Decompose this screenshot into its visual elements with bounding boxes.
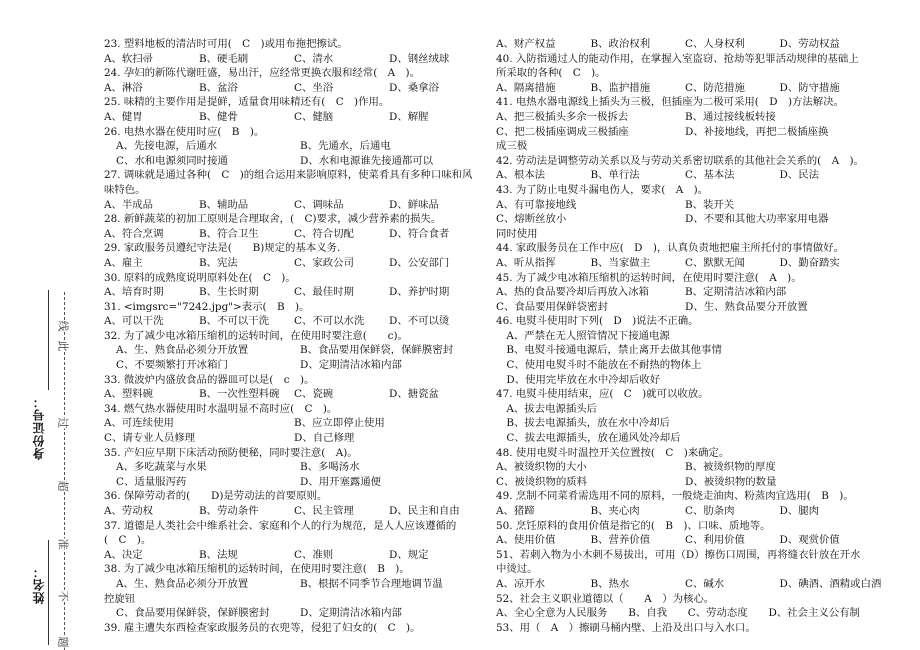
answer-option: A、可连续使用 [104, 417, 174, 430]
question-line: 33. 微波炉内盛放食品的器皿可以是( c )。 [104, 373, 315, 386]
answer-option: B、营养价值 [590, 534, 651, 547]
answer-option: D、符合食者 [389, 227, 450, 240]
answer-option: C、防范措施 [685, 81, 745, 94]
answer-options-row [496, 504, 874, 519]
binding-margin [0, 0, 100, 650]
answer-options-row [496, 300, 874, 315]
question-line: 34. 燃气热水器使用时水温明显不高时应( C )。 [104, 402, 338, 415]
answer-option: D、碘酒、酒精或白酒 [779, 577, 882, 590]
answer-option: C、请专业人员修理 [104, 432, 196, 445]
answer-options-row [104, 475, 484, 490]
answer-options-row [496, 168, 874, 183]
answer-option: A、听从指挥 [496, 256, 556, 269]
answer-option: B、热水 [590, 577, 630, 590]
answer-option: D、民法 [779, 169, 820, 182]
answer-options-row [496, 577, 882, 592]
answer-option: C、基本法 [685, 169, 735, 182]
answer-options-row [104, 139, 484, 154]
question-line: 49. 烹制不同菜肴需选用不同的原料，一般烧走油肉、粉蒸肉宜选用( B )。 [496, 490, 854, 503]
answer-option: B、监护措施 [590, 81, 651, 94]
question-line: 46. 电熨斗使用时下列( D )说法不正确。 [496, 315, 699, 328]
answer-option: A、生、熟食品必须分开放置 [116, 577, 249, 590]
question-line: 28. 新鲜蔬菜的初加工原则是合理取舍，( C)要求，减少营养素的损失。 [104, 213, 442, 226]
answer-option: A、决定 [104, 548, 143, 561]
answer-option: D、不可以烫 [389, 315, 450, 328]
answer-option: A、淋浴 [104, 81, 143, 94]
answer-option: C、水和电源须同时接通 [116, 154, 228, 167]
answer-option: A、先接电源，后通水 [116, 140, 218, 153]
question-line: 40. 入防指通过人的能动作用，在掌握入室盗窃、抢劫等犯罪活动规律的基础上 [496, 52, 859, 65]
answer-option: A、猪蹄 [496, 505, 535, 517]
answer-option: D、钢丝绒球 [389, 52, 450, 65]
question-line: C、拔去电源插头，放在通风处冷却后 [496, 432, 681, 445]
answer-options-row [104, 256, 484, 271]
answer-option: A、符合烹调 [104, 227, 164, 240]
answer-options-row [496, 212, 874, 227]
answer-option: C、肋条肉 [685, 505, 735, 517]
question-line: 52、社会主义职业道德以（ A ）为核心。 [496, 592, 715, 605]
answer-options-row [104, 110, 484, 125]
answer-option: B、装开关 [685, 198, 735, 211]
answer-option: C、健脑 [294, 110, 334, 123]
question-line: 30. 原料的成熟度说明原料处在( C )。 [104, 271, 296, 284]
answer-option: C、被烫织物的质料 [496, 475, 588, 488]
cut-line-char: 不 [56, 590, 70, 602]
answer-option: D、勤奋踏实 [779, 256, 840, 269]
question-line: 成三极 [496, 140, 528, 153]
answer-option: C、民主管理 [294, 505, 354, 517]
answer-option: B、被烫织物的厚度 [685, 461, 776, 474]
answer-option: D、腿肉 [779, 505, 820, 517]
answer-option: C、默默无闻 [685, 256, 745, 269]
answer-option: B、生长时期 [199, 286, 259, 299]
cut-line-char: 题 [56, 636, 70, 648]
question-line: 45. 为了减少电冰箱压缩机的运转时间，在使用时要注意( A )。 [496, 271, 802, 284]
answer-option: C、不要频繁打开冰箱门 [116, 359, 228, 372]
answer-option: B、定期清洁冰箱内部 [685, 286, 787, 299]
question-line: B、拔去电源插头，放在水中冷却后 [496, 417, 670, 430]
answer-option: D、自己修理 [294, 432, 355, 445]
answer-option: B、健骨 [199, 110, 238, 123]
answer-option: D、用开塞露通便 [300, 475, 382, 488]
question-line: 37. 道德是人类社会中维系社会、家庭和个人的行为规范，是人人应该遵循的 [104, 519, 457, 532]
answer-option: A、根本法 [496, 169, 546, 182]
question-column-right [496, 37, 882, 635]
question-line: C、使用电熨斗时不能放在不耐热的物体上 [496, 359, 702, 372]
answer-option: D、劳动权益 [779, 38, 840, 50]
question-line: 39. 雇主遭失东西检查家政服务员的衣兜等，侵犯了妇女的( C )。 [104, 621, 421, 634]
answer-option: D、补接地线，再把二极插座换 [685, 125, 829, 138]
answer-options-row [104, 52, 484, 67]
answer-option: A、凉开水 [496, 577, 546, 590]
question-line: 51、若刺入物为小木刺不易拔出，可用（D）擦伤口周围，再将缝衣针放在开水 [496, 548, 861, 561]
question-line: A、严禁在无人照管情况下接通电源 [496, 329, 670, 342]
answer-options-row [496, 475, 874, 490]
answer-option: A、生、熟食品必须分开放置 [116, 344, 249, 357]
answer-option: B、辅助品 [199, 198, 249, 211]
answer-option: D、定期清洁冰箱内部 [300, 359, 402, 372]
answer-option: B、劳动条件 [199, 505, 259, 517]
question-line: 43. 为了防止电熨斗漏电伤人，要求( A )。 [496, 183, 709, 196]
answer-options-row [104, 358, 484, 373]
answer-options-row [496, 110, 874, 125]
answer-option: B、多喝汤水 [300, 461, 360, 474]
answer-options-row [496, 256, 874, 271]
answer-option: D、被烫织物的数量 [685, 475, 777, 488]
answer-option: C、符合切配 [294, 227, 354, 240]
question-line: 31. <imgsrc="7242.jpg">表示( B )。 [104, 300, 310, 313]
answer-option: B、盆浴 [199, 81, 238, 94]
question-line: 38. 为了减少电冰箱压缩机的运转时间，在使用时要注意( B )。 [104, 563, 410, 576]
cut-line-char: 线 [56, 320, 70, 332]
answer-options-row [104, 431, 484, 446]
answer-option: A、可以干洗 [104, 315, 164, 328]
question-line: B、电熨斗接通电源后，禁止离开去做其他事情 [496, 344, 722, 357]
answer-option: A、健胃 [104, 110, 143, 123]
answer-option: A、劳动权 [104, 505, 154, 517]
answer-option: A、软扫帚 [104, 52, 154, 65]
answer-option: B、当家做主 [590, 256, 651, 269]
answer-options-row [104, 387, 484, 402]
answer-options-row [104, 548, 484, 563]
answer-option: D、鲜味品 [389, 198, 439, 211]
answer-option: B、通过接线板转接 [685, 110, 776, 123]
answer-options-row [496, 125, 874, 140]
question-line: 同时使用 [496, 227, 538, 240]
answer-options-row [496, 533, 874, 548]
name-label: 姓名： [32, 565, 46, 604]
answer-option: B、夹心肉 [590, 505, 640, 517]
answer-option: B、政治权利 [590, 38, 651, 50]
question-line: 25. 味精的主要作用是提鲜，适量食用味精还有( C )作用。 [104, 96, 390, 109]
question-line: 24. 孕妇的新陈代谢旺盛，易出汗，应经常更换衣服和经常( A )。 [104, 67, 420, 80]
question-line: 50. 烹饪原料的食用价值是指它的( B )、口味、质地等。 [496, 519, 771, 532]
cut-line-char: 超 [56, 480, 70, 492]
answer-option: B、食品要用保鲜袋，保鲜膜密封 [300, 344, 454, 357]
answer-options-row [104, 285, 484, 300]
answer-options-row [104, 606, 484, 621]
answer-option: B、一次性塑料碗 [199, 388, 280, 401]
answer-option: A、有可靠接地线 [496, 198, 577, 211]
id-number-field[interactable] [48, 290, 49, 390]
answer-option: D、搪瓷盆 [389, 388, 439, 401]
answer-option: A、半成品 [104, 198, 154, 211]
answer-options-row [104, 343, 484, 358]
answer-option: C、准则 [294, 548, 334, 561]
answer-option: A、多吃蔬菜与水果 [116, 461, 207, 474]
question-line: 26. 电热水器在使用时应( B )。 [104, 125, 265, 138]
cut-line-char: 此 [56, 340, 70, 352]
answer-option: D、养护时期 [389, 286, 450, 299]
answer-option: C、坐浴 [294, 81, 334, 94]
answer-options-row [104, 577, 484, 592]
answer-options-row [496, 460, 874, 475]
answer-option: C、利用价值 [685, 534, 745, 547]
cut-line-char: 过 [56, 417, 70, 429]
answer-option: A、隔离措施 [496, 81, 556, 94]
answer-option: C、碱水 [685, 577, 725, 590]
question-line: 32. 为了减少电冰箱压缩机的运转时间，在使用时要注意( c)。 [104, 329, 408, 342]
answer-options-row [496, 37, 874, 52]
answer-option: C、把二极插座调成三极插座 [496, 125, 629, 138]
answer-option: D、公安部门 [389, 256, 450, 269]
answer-option: D、规定 [389, 548, 429, 561]
answer-option: D、水和电源谁先接通都可以 [300, 154, 434, 167]
answer-option: D、定期清洁冰箱内部 [300, 607, 402, 620]
answer-option: B、应立即停止使用 [294, 417, 385, 430]
question-line: 42. 劳动法是调整劳动关系以及与劳动关系密切联系的其他社会关系的( A )。 [496, 154, 864, 167]
answer-options-row [104, 81, 484, 96]
question-line: 27. 调味就是通过各种( C )的组合运用来影响原料，使菜肴具有多种口味和风 [104, 169, 473, 182]
answer-options-row [104, 314, 484, 329]
answer-option: B、单行法 [590, 169, 640, 182]
answer-option: B、不可以干洗 [199, 315, 269, 328]
answer-option: C、瓷碗 [294, 388, 334, 401]
question-line: 所采取的各种( C )。 [496, 67, 606, 80]
answer-options-row [104, 504, 484, 519]
question-line: 44. 家政服务员在工作中应( D )，认真负责地把雇主所托付的事情做好。 [496, 242, 844, 255]
question-line: 中烫过。 [496, 563, 538, 576]
id-number-label: 身份证号： [32, 395, 46, 460]
answer-option: D、不要和其他大功率家用电器 [685, 213, 829, 226]
answer-option: D、民主和自由 [389, 505, 460, 517]
answer-options-row [496, 285, 874, 300]
name-field[interactable] [48, 540, 49, 645]
answer-option: A、使用价值 [496, 534, 556, 547]
answer-option: B、先通水，后通电 [300, 140, 391, 153]
answer-option: B、根据不同季节合理地调节温 [300, 577, 443, 590]
answer-option: D、桑拿浴 [389, 81, 439, 94]
answer-option: C、适量服泻药 [116, 475, 187, 488]
answer-option: A、雇主 [104, 256, 143, 269]
answer-options-row [496, 81, 874, 96]
answer-options-row [496, 198, 874, 213]
answer-options-row [104, 154, 484, 169]
answer-option: A、财产权益 [496, 38, 556, 50]
answer-option: B、符合卫生 [199, 227, 259, 240]
answer-option: A、把三极插头多余一极拆去 [496, 110, 629, 123]
answer-option: C、清水 [294, 52, 334, 65]
answer-options-row [104, 416, 484, 431]
answer-option: A、塑料碗 [104, 388, 154, 401]
answer-option: C、调味品 [294, 198, 344, 211]
question-line: 53、用（ A ）擦刷马桶内壁、上沿及出口与入水口。 [496, 621, 756, 634]
answer-option: A、被烫织物的大小 [496, 461, 587, 474]
question-line: 29. 家政服务员遵纪守法是( B)规定的基本义务. [104, 242, 341, 255]
answer-option: B、法规 [199, 548, 238, 561]
answer-option: D、解腥 [389, 110, 429, 123]
question-line: 味特色。 [104, 183, 146, 196]
question-line: 47. 电熨斗使用结束，应( C )就可以收放。 [496, 388, 709, 401]
answer-option: C、熔断丝放小 [496, 213, 567, 226]
answer-option: C、家政公司 [294, 256, 354, 269]
answer-option: C、不可以水洗 [294, 315, 365, 328]
answer-option: B、宪法 [199, 256, 238, 269]
answer-option: A、培育时期 [104, 286, 164, 299]
question-line: 35. 产妇应早期下床活动预防便秘，同时要注意( A)。 [104, 446, 358, 459]
question-line: 41. 电热水器电源线上插头为三极，但插座为二极可采用( D )方法解决。 [496, 96, 844, 109]
question-line: D、使用完毕放在水中冷却后收好 [496, 373, 661, 386]
answer-option: C、食品要用保鲜袋密封 [496, 300, 608, 313]
cut-line-char: 准 [56, 538, 70, 550]
answer-options-row [104, 460, 484, 475]
question-line: A、全心全意为人民服务 B、自我 C、劳动态度 D、社会主义公有制 [496, 607, 860, 620]
question-line: 36. 保障劳动者的( D)是劳动法的首要原则。 [104, 490, 328, 503]
question-line: 控旋钮 [104, 592, 136, 605]
question-line: ( C )。 [104, 534, 152, 547]
answer-option: D、防守措施 [779, 81, 840, 94]
question-line: 23. 塑料地板的清洁时可用( C )或用布拖把擦试。 [104, 38, 348, 50]
answer-option: B、硬毛刷 [199, 52, 249, 65]
question-line: 48. 使用电熨斗时温控开关位置按( C )来确定。 [496, 446, 730, 459]
answer-option: A、热的食品要冷却后再放入冰箱 [496, 286, 649, 299]
answer-option: D、观赏价值 [779, 534, 840, 547]
answer-options-row [104, 227, 484, 242]
answer-options-row [104, 198, 484, 213]
answer-option: C、人身权利 [685, 38, 745, 50]
question-line: A、拔去电源插头后 [496, 402, 598, 415]
answer-option: C、食品要用保鲜袋，保鲜膜密封 [116, 607, 270, 620]
question-column-left [104, 37, 484, 635]
answer-option: C、最佳时期 [294, 286, 354, 299]
answer-option: D、生、熟食品要分开放置 [685, 300, 808, 313]
